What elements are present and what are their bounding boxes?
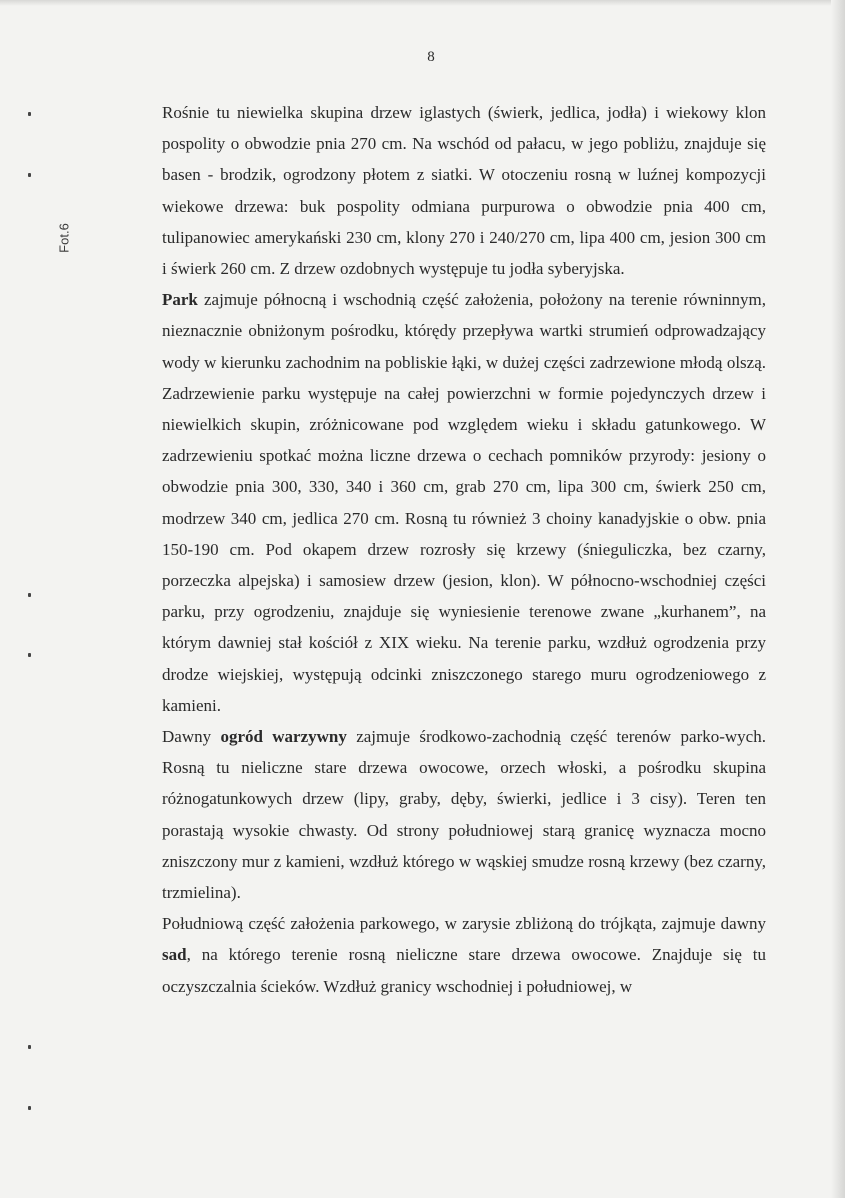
term-orchard: sad	[162, 945, 187, 965]
paragraph-lead-text: Południową część założenia parkowego, w zarysie zbliżoną do trójkąta, zajmuje dawny	[162, 914, 766, 934]
scan-edge-right	[831, 0, 845, 1198]
margin-mark	[28, 653, 31, 657]
term-vegetable-garden: ogród warzywny	[220, 727, 347, 747]
margin-mark	[28, 593, 31, 597]
term-park: Park	[162, 290, 198, 310]
paragraph-orchard	[162, 908, 766, 1002]
margin-mark	[28, 1106, 31, 1110]
paragraph-park	[162, 284, 766, 721]
scan-edge-top	[0, 0, 845, 6]
paragraph-body-text: , na którego terenie rosną nieliczne stare drzewa owocowe. Znajduje się tu oczyszczalnia ścieków. Wzdłuż granicy wschodniej i południowej, w	[162, 945, 766, 996]
paragraph-body-text: zajmuje północną i wschodnią część założenia, położony na terenie równinnym, nieznacznie obniżonym pośrodku, którędy przepływa wartki strumień odprowadzający wody w kierunku zachodnim na pobliskie łąki, w dużej części zadrzewione młodą olszą. Zadrzewienie parku występuje na całej powierzchni w formie pojedynczych drzew i niewielkich skupin, zróżnicowane pod względem wieku i składu gatunkowego. W zadrzewieniu spotkać można liczne drzewa o cechach pomników przyrody: jesiony o obwodzie pnia 300, 330, 340 i 360 cm, grab 270 cm, lipa 300 cm, świerk 250 cm, modrzew 340 cm, jedlica 270 cm. Rosną tu również 3 choiny kanadyjskie o obw. pnia 150-190 cm. Pod okapem drzew rozrosły się krzewy (śnieguliczka, bez czarny, porzeczka alpejska) i samosiew drzew (jesion, klon). W północno-wschodniej części parku, przy ogrodzeniu, znajduje się wyniesienie terenowe zwane „kurhanem”, na którym dawniej stał kościół z XIX wieku. Na terenie parku, wzdłuż ogrodzenia przy drodze wiejskiej, występują odcinki zniszczonego starego muru ogrodzeniowego z kamieni.	[162, 290, 766, 715]
margin-mark	[28, 1045, 31, 1049]
page-number: 8	[427, 49, 435, 65]
paragraph-lead-text: Dawny	[162, 727, 221, 747]
photo-reference-label: Fot.6	[56, 223, 72, 253]
document-body	[162, 97, 766, 1002]
paragraph-intro-trees: Rośnie tu niewielka skupina drzew iglastych (świerk, jedlica, jodła) i wiekowy klon pospolity o obwodzie pnia 270 cm. Na wschód od pałacu, w jego pobliżu, znajduje się basen - brodzik, ogrodzony płotem z siatki. W otoczeniu rosną w luźnej kompozycji wiekowe drzewa: buk pospolity odmiana purpurowa o obwodzie pnia 400 cm, tulipanowiec amerykański 230 cm, klony 270 i 240/270 cm, lipa 400 cm, jesion 300 cm i świerk 260 cm. Z drzew ozdobnych występuje tu jodła syberyjska.	[162, 103, 766, 279]
margin-mark	[28, 112, 31, 116]
paragraph-vegetable-garden	[162, 721, 766, 908]
paragraph-body-text: zajmuje środkowo-zachodnią część terenów parko-wych. Rosną tu nieliczne stare drzewa owocowe, orzech włoski, a pośrodku skupina różnogatunkowych drzew (lipy, graby, dęby, świerki, jedlice i 3 cisy). Teren ten porastają wysokie chwasty. Od strony południowej starą granicę wyznacza mocno zniszczony mur z kamieni, wzdłuż którego w wąskiej smudze rosną krzewy (bez czarny, trzmielina).	[162, 727, 766, 903]
margin-mark	[28, 173, 31, 177]
